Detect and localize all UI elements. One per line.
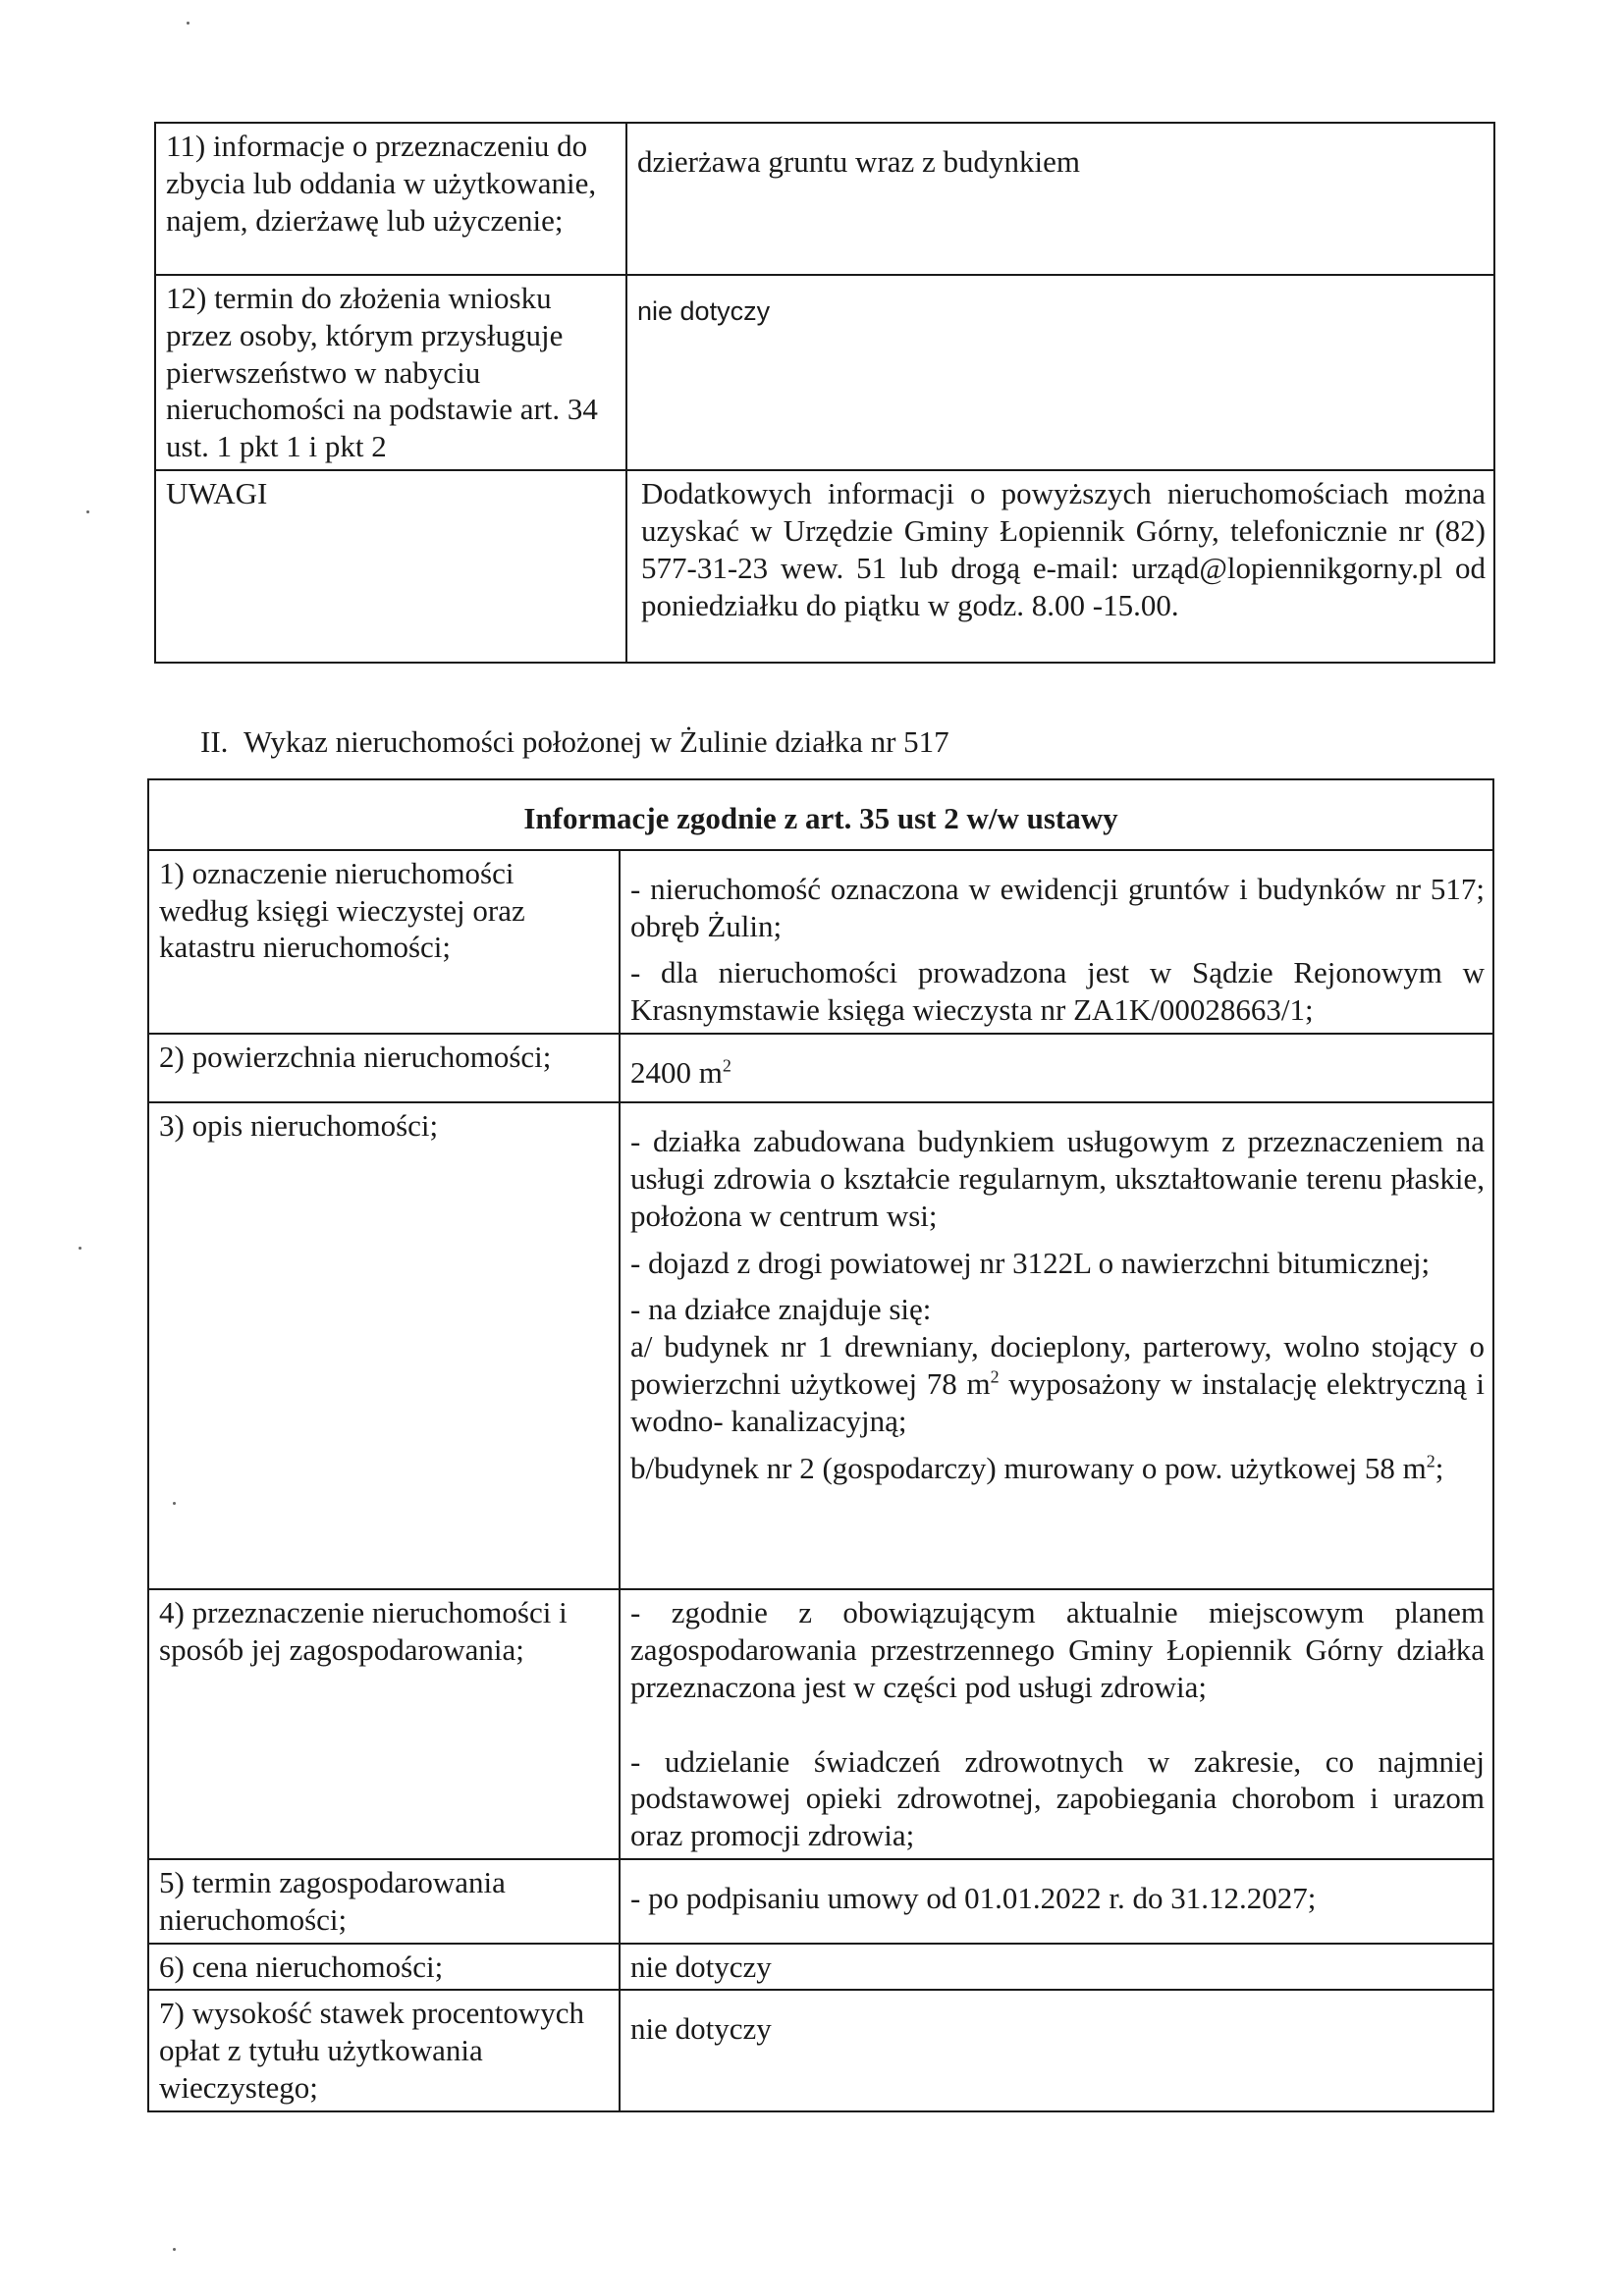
table-row <box>148 1990 1493 2110</box>
scan-speck <box>86 510 89 513</box>
paragraph: - zgodnie z obowiązującym aktualnie miejscowym planem zagospodarowania przestrzennego Gminy Łopiennik Górny działka przeznaczona jest w części pod usługi zdrowia; <box>630 1595 1485 1704</box>
scan-speck <box>79 1247 81 1250</box>
row-label: 1) oznaczenie nieruchomości według księgi wieczystej oraz katastru nieruchomości; <box>148 850 620 1034</box>
table-row <box>148 1102 1493 1589</box>
paragraph: - dojazd z drogi powiatowej nr 3122L o nawierzchni bitumicznej; <box>630 1245 1431 1280</box>
row-label: 5) termin zagospodarowania nieruchomości; <box>148 1859 620 1944</box>
table-row <box>155 123 1494 275</box>
paragraph-line: wyposażony w instalację elektryczną i wodno- kanalizacyjną; <box>630 1365 1485 1438</box>
row-value: dzierżawa gruntu wraz z budynkiem <box>626 123 1494 275</box>
paragraph: - nieruchomość oznaczona w ewidencji gruntów i budynków nr 517; obręb Żulin; <box>630 871 1485 943</box>
paragraph-line: a/ budynek nr 1 drewniany, docieplony, parterowy, wolno stojący o powierzchni użytkowej 78 m <box>630 1329 1485 1401</box>
section-title: Wykaz nieruchomości położonej w Żulinie działka nr 517 <box>244 724 949 759</box>
unit-superscript: 2 <box>1426 1451 1435 1471</box>
paragraph-line: - na działce znajduje się: <box>630 1292 932 1327</box>
row-label: 4) przeznaczenie nieruchomości i sposób jej zagospodarowania; <box>148 1589 620 1859</box>
row-value: nie dotyczy <box>620 1990 1493 2110</box>
unit-superscript: 2 <box>990 1366 1000 1387</box>
table-row <box>148 1859 1493 1944</box>
remarks-value: Dodatkowych informacji o powyższych nieruchomościach można uzyskać w Urzędzie Gminy Łopiennik Górny, telefonicznie nr (82) 577-31-23 wew. 51 lub drogą e-mail: urząd@lopiennikgorny.pl od poniedziałku do piątku w godz. 8.00 -15.00. <box>626 470 1494 663</box>
paragraph: - działka zabudowana budynkiem usługowym z przeznaczeniem na usługi zdrowia o kształcie regularnym, ukształtowanie terenu płaskie, położona w centrum wsi; <box>630 1124 1485 1233</box>
row-label: 3) opis nieruchomości; <box>148 1102 620 1589</box>
table-header-row <box>148 779 1493 850</box>
table-row <box>148 1944 1493 1991</box>
paragraph-line: ; <box>1435 1450 1444 1485</box>
row-value: - po podpisaniu umowy od 01.01.2022 r. do 31.12.2027; <box>620 1859 1493 1944</box>
table-row <box>148 1589 1493 1859</box>
row-label: UWAGI <box>155 470 626 663</box>
table-row <box>148 850 1493 1034</box>
table-row <box>155 470 1494 663</box>
row-label: 2) powierzchnia nieruchomości; <box>148 1034 620 1102</box>
row-value: nie dotyczy <box>626 275 1494 470</box>
property-info-table <box>147 778 1494 2112</box>
row-value <box>620 850 1493 1034</box>
row-label: 6) cena nieruchomości; <box>148 1944 620 1991</box>
row-label: 12) termin do złożenia wniosku przez osoby, którym przysługuje pierwszeństwo w nabyciu nieruchomości na podstawie art. 34 ust. 1 pkt 1 i pkt 2 <box>155 275 626 470</box>
row-value <box>620 1589 1493 1859</box>
unit-superscript: 2 <box>722 1055 731 1076</box>
section-heading <box>165 724 949 760</box>
paragraph: - dla nieruchomości prowadzona jest w Sądzie Rejonowym w Krasnymstawie księga wieczysta nr ZA1K/00028663/1; <box>630 955 1485 1028</box>
table-row <box>155 275 1494 470</box>
area-value: 2400 m <box>630 1055 723 1091</box>
section-number: II. <box>200 724 229 759</box>
row-label: 11) informacje o przeznaczeniu do zbycia lub oddania w użytkowanie, najem, dzierżawę lub użyczenie; <box>155 123 626 275</box>
row-label: 7) wysokość stawek procentowych opłat z tytułu użytkowania wieczystego; <box>148 1990 620 2110</box>
paragraph <box>630 1291 1485 1439</box>
scan-speck <box>187 22 189 25</box>
row-value <box>620 1102 1493 1589</box>
table-header: Informacje zgodnie z art. 35 ust 2 w/w ustawy <box>148 779 1493 850</box>
scan-speck <box>173 2248 176 2251</box>
row-value <box>620 1034 1493 1102</box>
paragraph: - udzielanie świadczeń zdrowotnych w zakresie, co najmniej podstawowej opieki zdrowotnej, zapobiegania chorobom i urazom oraz promocji zdrowia; <box>630 1743 1485 1853</box>
paragraph <box>630 1450 1485 1487</box>
paragraph-line: b/budynek nr 2 (gospodarczy) murowany o pow. użytkowej 58 m <box>630 1450 1427 1485</box>
row-value: nie dotyczy <box>620 1944 1493 1991</box>
continuation-table <box>154 122 1495 664</box>
table-row <box>148 1034 1493 1102</box>
